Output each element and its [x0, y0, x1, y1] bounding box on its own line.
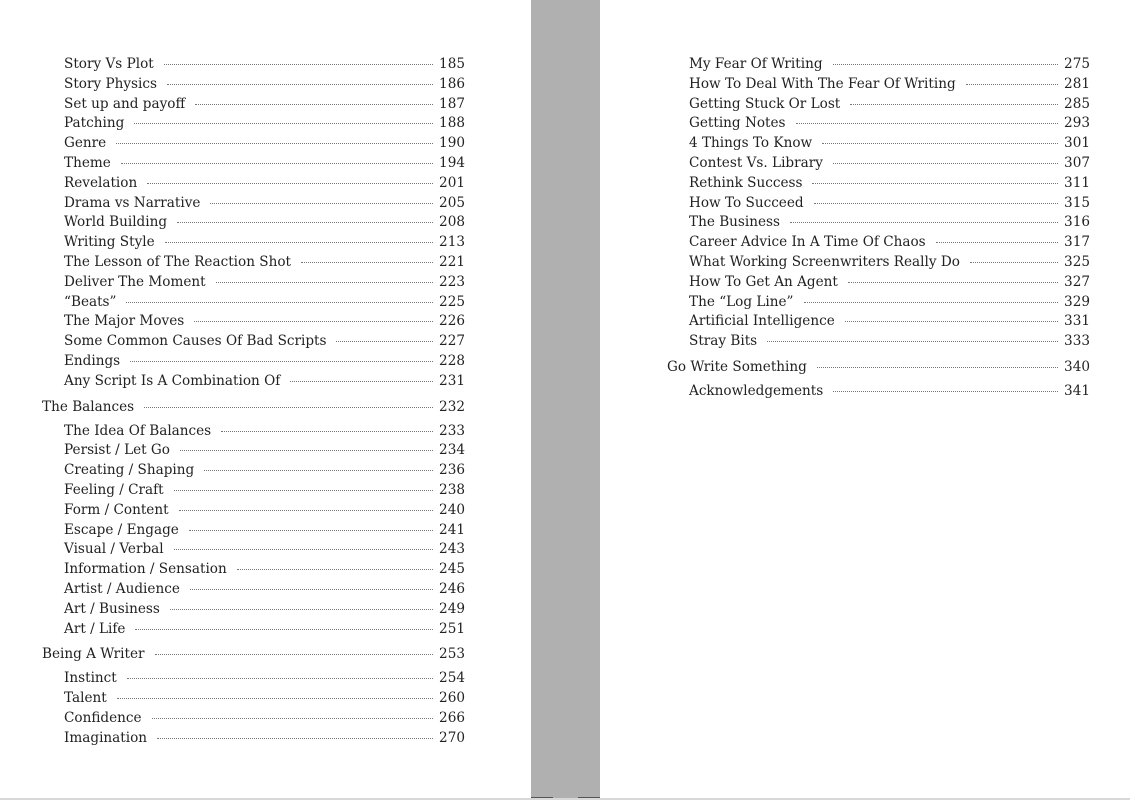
- toc-entry-title: Story Vs Plot: [64, 56, 154, 72]
- toc-entry-page-number: 238: [439, 481, 465, 498]
- toc-entry-page-number: 333: [1064, 333, 1090, 350]
- toc-entry-title: Writing Style: [64, 234, 155, 251]
- toc-entry-title: Revelation: [64, 174, 138, 191]
- toc-entry[interactable]: [667, 332, 1090, 352]
- toc-entry-page-number: 325: [1064, 253, 1090, 270]
- toc-entry-title: The Lesson of The Reaction Shot: [64, 253, 291, 270]
- dot-leader: [336, 341, 433, 342]
- toc-entry-title: Deliver The Moment: [64, 273, 206, 290]
- toc-entry[interactable]: [42, 600, 465, 620]
- dot-leader: [170, 609, 433, 610]
- toc-entry-title: The Idea Of Balances: [64, 422, 212, 439]
- toc-entry-page-number: 213: [439, 234, 465, 251]
- toc-entry-page-number: 232: [439, 398, 465, 415]
- toc-entry[interactable]: [42, 352, 465, 372]
- toc-entry[interactable]: [42, 560, 465, 580]
- toc-entry-page-number: 249: [439, 600, 465, 617]
- toc-entry-page-number: 260: [439, 690, 465, 707]
- dot-leader: [833, 64, 1058, 65]
- dot-leader: [174, 490, 433, 491]
- dot-leader: [850, 104, 1058, 105]
- dot-leader: [221, 431, 433, 432]
- dot-leader: [822, 143, 1058, 144]
- toc-entry[interactable]: [42, 689, 465, 709]
- toc-entry[interactable]: [42, 669, 465, 689]
- toc-entry[interactable]: [42, 95, 465, 115]
- toc-entry-page-number: 194: [439, 154, 465, 171]
- dot-leader: [127, 678, 433, 679]
- dot-leader: [147, 183, 433, 184]
- dot-leader: [290, 381, 433, 382]
- dot-leader: [126, 302, 433, 303]
- toc-entry[interactable]: [42, 114, 465, 134]
- toc-entry-page-number: 293: [1064, 115, 1090, 132]
- dot-leader: [189, 530, 433, 531]
- toc-entry-page-number: 221: [439, 253, 465, 270]
- toc-entry-title: Creating / Shaping: [64, 462, 195, 479]
- toc-entry[interactable]: [42, 174, 465, 194]
- dot-leader: [845, 321, 1058, 322]
- toc-entry-title: “Beats”: [64, 293, 117, 310]
- toc-entry[interactable]: [42, 729, 465, 749]
- toc-entry-page-number: 208: [439, 214, 465, 231]
- toc-entry-title: Some Common Causes Of Bad Scripts: [64, 333, 327, 350]
- toc-entry[interactable]: [667, 273, 1090, 293]
- dot-leader: [116, 143, 433, 144]
- dot-leader: [152, 718, 433, 719]
- toc-entry[interactable]: [667, 174, 1090, 194]
- dot-leader: [833, 391, 1058, 392]
- toc-entry-page-number: 190: [439, 135, 465, 152]
- toc-entry[interactable]: [42, 154, 465, 174]
- toc-entry[interactable]: [42, 441, 465, 461]
- book-gutter: [531, 0, 600, 800]
- dot-leader: [174, 549, 433, 550]
- dot-leader: [194, 321, 433, 322]
- toc-section-entry[interactable]: [42, 397, 465, 418]
- toc-entry[interactable]: [42, 332, 465, 352]
- toc-entry-title: Drama vs Narrative: [64, 194, 201, 211]
- toc-entry-page-number: 329: [1064, 293, 1090, 310]
- dot-leader: [177, 222, 433, 223]
- toc-entry-page-number: 307: [1064, 154, 1090, 171]
- toc-entry[interactable]: [667, 95, 1090, 115]
- toc-entry-page-number: 185: [439, 56, 465, 72]
- dot-leader: [210, 203, 433, 204]
- toc-entry[interactable]: [667, 233, 1090, 253]
- toc-entry-page-number: 285: [1064, 95, 1090, 112]
- toc-entry[interactable]: [42, 253, 465, 273]
- dot-leader: [804, 302, 1059, 303]
- toc-entry[interactable]: [42, 521, 465, 541]
- toc-entry-title: Story Physics: [64, 75, 157, 92]
- toc-entry[interactable]: [667, 312, 1090, 332]
- toc-entry-page-number: 327: [1064, 273, 1090, 290]
- toc-entry-title: Patching: [64, 115, 125, 132]
- toc-entry-title: Escape / Engage: [64, 521, 179, 538]
- toc-entry[interactable]: [42, 134, 465, 154]
- toc-entry-title: Genre: [64, 135, 107, 152]
- toc-entry-title: Information / Sensation: [64, 561, 227, 578]
- toc-entry-page-number: 301: [1064, 135, 1090, 152]
- toc-entry-title: Set up and payoff: [64, 95, 186, 112]
- toc-entry-title: Contest Vs. Library: [689, 154, 823, 171]
- toc-entry-title: How To Deal With The Fear Of Writing: [689, 75, 956, 92]
- dot-leader: [179, 510, 433, 511]
- toc-entry-title: Feeling / Craft: [64, 481, 164, 498]
- toc-entry-title: Visual / Verbal: [64, 541, 164, 558]
- dot-leader: [767, 341, 1058, 342]
- dot-leader: [180, 450, 433, 451]
- toc-entry-page-number: 223: [439, 273, 465, 290]
- dot-leader: [796, 123, 1059, 124]
- toc-entry-page-number: 201: [439, 174, 465, 191]
- toc-entry-title: How To Succeed: [689, 194, 804, 211]
- toc-entry-page-number: 275: [1064, 56, 1090, 72]
- toc-entry-title: The Major Moves: [64, 313, 185, 330]
- dot-leader: [130, 361, 433, 362]
- toc-entry-title: Persist / Let Go: [64, 442, 170, 459]
- toc-entry[interactable]: [42, 372, 465, 392]
- toc-entry[interactable]: [42, 55, 465, 75]
- toc-entry[interactable]: [667, 55, 1090, 75]
- toc-entry-page-number: 187: [439, 95, 465, 112]
- toc-entry-page-number: 245: [439, 561, 465, 578]
- toc-entry[interactable]: [42, 312, 465, 332]
- toc-entry-page-number: 234: [439, 442, 465, 459]
- toc-entry-title: 4 Things To Know: [689, 135, 813, 152]
- dot-leader: [134, 123, 433, 124]
- dot-leader: [814, 203, 1058, 204]
- toc-entry-page-number: 266: [439, 709, 465, 726]
- dot-leader: [848, 282, 1058, 283]
- toc-entry-title: Form / Content: [64, 501, 169, 518]
- toc-entry-page-number: 233: [439, 422, 465, 439]
- dot-leader: [144, 407, 433, 408]
- dot-leader: [167, 84, 433, 85]
- left-page: [0, 0, 531, 800]
- toc-entry[interactable]: [42, 273, 465, 293]
- toc-entry[interactable]: [667, 75, 1090, 95]
- toc-entry-page-number: 315: [1064, 194, 1090, 211]
- toc-list-left: [42, 55, 465, 749]
- dot-leader: [135, 629, 433, 630]
- toc-entry[interactable]: [42, 620, 465, 640]
- toc-entry-title: Getting Stuck Or Lost: [689, 95, 841, 112]
- toc-entry-title: My Fear Of Writing: [689, 56, 823, 72]
- toc-entry-page-number: 227: [439, 333, 465, 350]
- toc-entry[interactable]: [667, 293, 1090, 313]
- dot-leader: [121, 163, 433, 164]
- toc-entry-title: Imagination: [64, 729, 148, 746]
- toc-entry-title: Go Write Something: [667, 358, 807, 375]
- toc-entry[interactable]: [667, 382, 1090, 402]
- toc-entry-title: Art / Life: [64, 620, 126, 637]
- toc-entry-page-number: 225: [439, 293, 465, 310]
- toc-entry-page-number: 341: [1064, 382, 1090, 399]
- toc-list-right: [667, 55, 1090, 402]
- dot-leader: [970, 262, 1058, 263]
- dot-leader: [966, 84, 1058, 85]
- toc-entry-page-number: 251: [439, 620, 465, 637]
- toc-entry-title: Getting Notes: [689, 115, 786, 132]
- toc-entry-page-number: 316: [1064, 214, 1090, 231]
- dot-leader: [817, 367, 1058, 368]
- toc-entry[interactable]: [42, 540, 465, 560]
- toc-entry[interactable]: [667, 134, 1090, 154]
- toc-entry-title: Instinct: [64, 670, 117, 687]
- toc-entry-title: Acknowledgements: [689, 382, 824, 399]
- toc-entry-title: Confidence: [64, 709, 142, 726]
- toc-entry-title: Career Advice In A Time Of Chaos: [689, 234, 926, 251]
- toc-entry-page-number: 186: [439, 75, 465, 92]
- dot-leader: [790, 222, 1058, 223]
- toc-entry-title: The Balances: [42, 398, 135, 415]
- toc-entry-title: Endings: [64, 352, 121, 369]
- dot-leader: [833, 163, 1058, 164]
- toc-entry[interactable]: [42, 501, 465, 521]
- toc-entry-page-number: 236: [439, 462, 465, 479]
- toc-entry[interactable]: [42, 580, 465, 600]
- right-page: [600, 0, 1130, 800]
- dot-leader: [190, 589, 433, 590]
- toc-entry-page-number: 228: [439, 352, 465, 369]
- toc-entry-page-number: 317: [1064, 234, 1090, 251]
- toc-entry-page-number: 311: [1064, 174, 1090, 191]
- toc-entry-title: Any Script Is A Combination Of: [64, 372, 281, 389]
- toc-entry[interactable]: [667, 154, 1090, 174]
- toc-entry[interactable]: [667, 194, 1090, 214]
- dot-leader: [301, 262, 433, 263]
- toc-section-entry[interactable]: [667, 357, 1090, 378]
- toc-entry-title: Art / Business: [64, 600, 160, 617]
- dot-leader: [155, 654, 434, 655]
- toc-entry-page-number: 270: [439, 729, 465, 746]
- toc-entry-page-number: 226: [439, 313, 465, 330]
- toc-entry-page-number: 205: [439, 194, 465, 211]
- toc-entry-page-number: 243: [439, 541, 465, 558]
- toc-entry[interactable]: [42, 233, 465, 253]
- toc-entry-page-number: 254: [439, 670, 465, 687]
- dot-leader: [204, 470, 433, 471]
- toc-entry-title: Stray Bits: [689, 333, 758, 350]
- toc-entry-title: What Working Screenwriters Really Do: [689, 253, 960, 270]
- toc-section-entry[interactable]: [42, 644, 465, 665]
- toc-entry-page-number: 281: [1064, 75, 1090, 92]
- toc-entry[interactable]: [42, 293, 465, 313]
- toc-entry[interactable]: [42, 75, 465, 95]
- toc-entry[interactable]: [42, 481, 465, 501]
- toc-entry[interactable]: [667, 114, 1090, 134]
- toc-entry-title: Artist / Audience: [64, 580, 180, 597]
- toc-entry-page-number: 188: [439, 115, 465, 132]
- toc-entry-title: The Business: [689, 214, 781, 231]
- toc-entry-page-number: 246: [439, 580, 465, 597]
- toc-entry-title: The “Log Line”: [689, 293, 794, 310]
- toc-entry[interactable]: [42, 461, 465, 481]
- toc-entry-title: Talent: [64, 690, 107, 707]
- dot-leader: [216, 282, 433, 283]
- toc-entry-title: Artificial Intelligence: [689, 313, 835, 330]
- toc-entry-title: Theme: [64, 154, 111, 171]
- dot-leader: [165, 242, 433, 243]
- toc-entry[interactable]: [667, 253, 1090, 273]
- dot-leader: [936, 242, 1058, 243]
- toc-entry[interactable]: [42, 422, 465, 442]
- toc-entry[interactable]: [42, 213, 465, 233]
- toc-entry-title: World Building: [64, 214, 168, 231]
- toc-entry-title: How To Get An Agent: [689, 273, 838, 290]
- dot-leader: [157, 738, 433, 739]
- toc-entry-title: Being A Writer: [42, 646, 145, 663]
- toc-entry-page-number: 241: [439, 521, 465, 538]
- toc-entry[interactable]: [667, 213, 1090, 233]
- dot-leader: [164, 64, 433, 65]
- dot-leader: [237, 569, 433, 570]
- toc-entry-page-number: 331: [1064, 313, 1090, 330]
- toc-entry[interactable]: [42, 709, 465, 729]
- dot-leader: [195, 104, 433, 105]
- toc-entry-title: Rethink Success: [689, 174, 803, 191]
- toc-entry-page-number: 231: [439, 372, 465, 389]
- toc-entry-page-number: 253: [439, 646, 465, 663]
- toc-entry-page-number: 340: [1064, 358, 1090, 375]
- dot-leader: [117, 698, 433, 699]
- toc-entry[interactable]: [42, 194, 465, 214]
- toc-entry-page-number: 240: [439, 501, 465, 518]
- dot-leader: [812, 183, 1058, 184]
